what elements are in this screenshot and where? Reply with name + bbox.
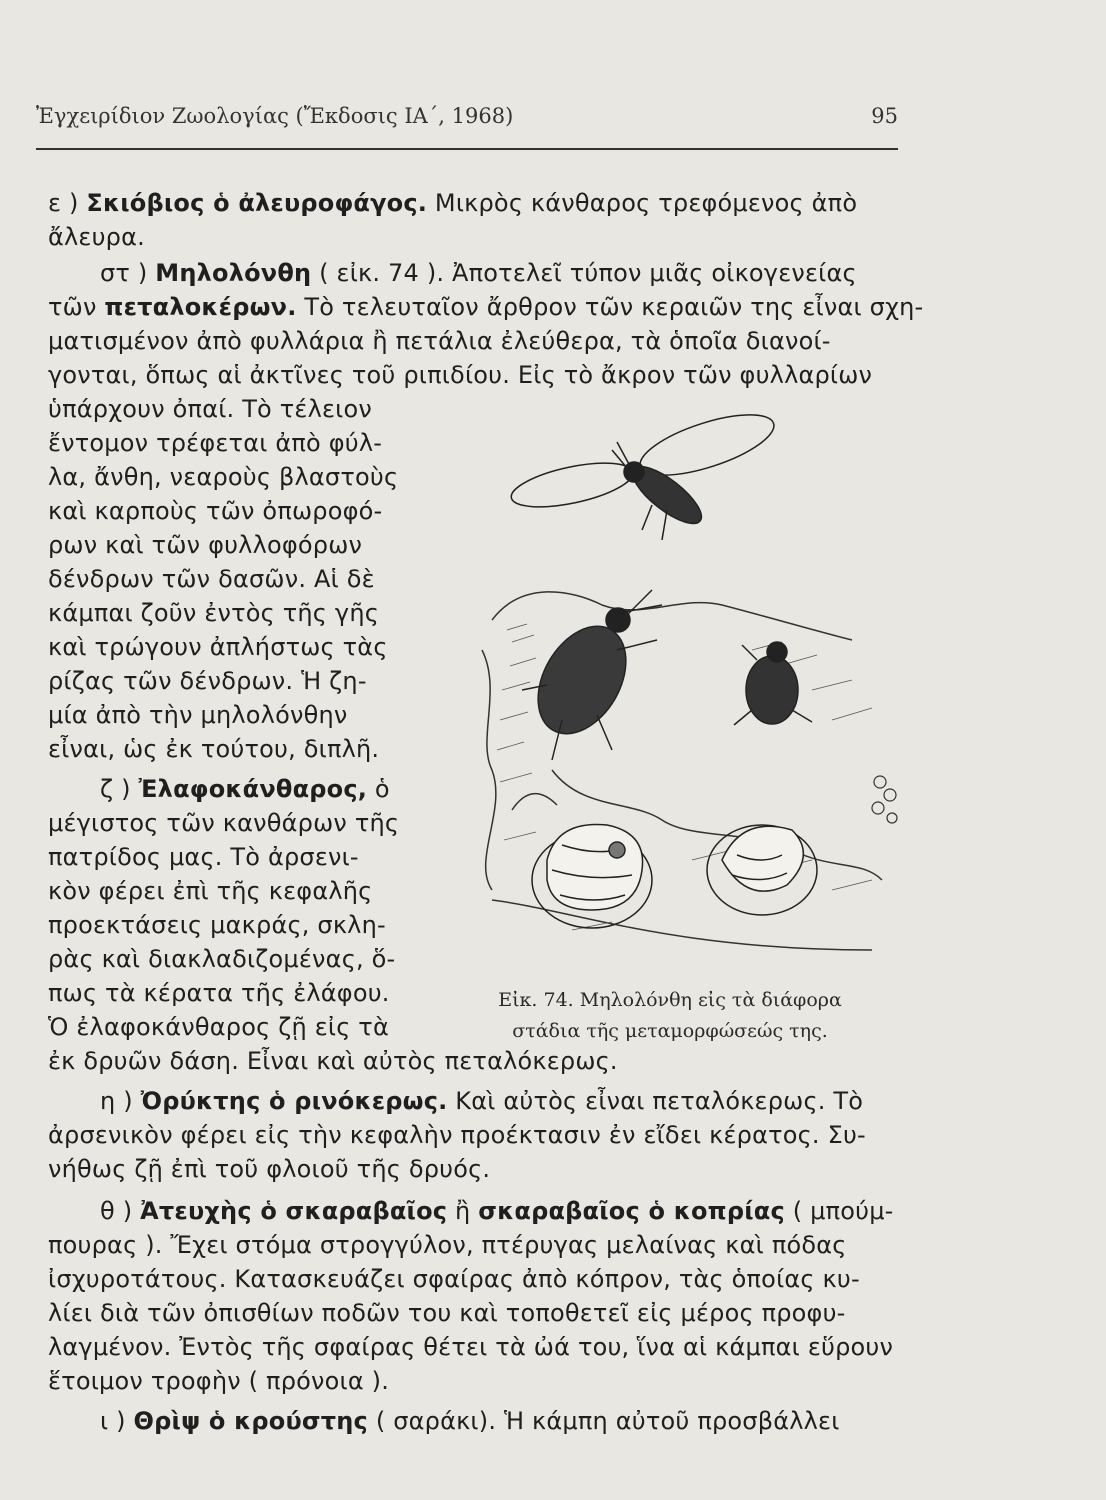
term-petalokeron: πεταλοκέρων.	[104, 293, 297, 321]
term-oryktis: Ὀρύκτης ὁ ρινόκερως.	[140, 1087, 448, 1115]
eggs	[872, 776, 897, 823]
term-skiobios: Σκιόβιος ὁ ἀλευροφάγος.	[86, 189, 428, 217]
paragraph-st-line-5: ὑπάρχουν ὀπαί. Τὸ τέλειον	[48, 395, 372, 423]
paragraph-z-line-2: μέγιστος τῶν κανθάρων τῆς	[48, 809, 400, 837]
figure-74-illustration	[452, 390, 912, 990]
paragraph-z-line-1: ζ ) Ἐλαφοκάνθαρος, ὁ	[100, 775, 390, 803]
paragraph-z-line-7: πως τὰ κέρατα τῆς ἐλάφου.	[48, 979, 390, 1007]
paragraph-st-line-11: κάμπαι ζοῦν ἐντὸς τῆς γῆς	[48, 599, 380, 627]
larva	[532, 824, 652, 928]
pupa	[707, 825, 817, 915]
header-rule	[36, 148, 898, 150]
paragraph-th-line-3: ἰσχυροτάτους. Κατασκευάζει σφαίρας ἀπὸ κόπρον, τὰς ὁποίας κυ-	[48, 1265, 860, 1293]
paragraph-e-line-2: ἄλευρα.	[48, 223, 145, 251]
paragraph-st-line-4: γονται, ὅπως αἱ ἀκτῖνες τοῦ ριπιδίου. Εἰς τὸ ἄκρον τῶν φυλλαρίων	[48, 361, 873, 389]
paragraph-st-line-2: τῶν πεταλοκέρων. Τὸ τελευταῖον ἄρθρον τῶν κεραιῶν της εἶναι σχη-	[48, 293, 924, 321]
paragraph-st-line-6: ἔντομον τρέφεται ἀπὸ φύλ-	[48, 429, 383, 457]
paragraph-th-line-5: λαγμένον. Ἐντὸς τῆς σφαίρας θέτει τὰ ὠά του, ἵνα αἱ κάμπαι εὕρουν	[48, 1333, 894, 1361]
paragraph-st-line-8: καὶ καρποὺς τῶν ὀπωροφό-	[48, 497, 383, 525]
caption-line-2: στάδια τῆς μεταμορφώσεώς της.	[512, 1020, 828, 1042]
paragraph-th-line-4: λίει διὰ τῶν ὀπισθίων ποδῶν του καὶ τοποθετεῖ εἰς μέρος προφυ-	[48, 1299, 846, 1327]
paragraph-z-line-9: ἐκ δρυῶν δάση. Εἶναι καὶ αὐτὸς πεταλόκερως.	[48, 1047, 618, 1075]
paragraph-st-line-14: μία ἀπὸ τὴν μηλολόνθην	[48, 701, 348, 729]
caption-line-1: Εἰκ. 74. Μηλολόνθη εἰς τὰ διάφορα	[498, 989, 842, 1011]
term-melolonthi: Μηλολόνθη	[155, 259, 312, 287]
paragraph-i-line-2: ἀρσενικὸν φέρει εἰς τὴν κεφαλὴν προέκτασιν ἐν εἴδει κέρατος. Συ-	[48, 1121, 866, 1149]
paragraph-st-line-3: ματισμένον ἀπὸ φυλλάρια ἢ πετάλια ἐλεύθερα, τὰ ὁποῖα διανοί-	[48, 327, 831, 355]
paragraph-th-line-1: θ ) Ἀτευχὴς ὁ σκαραβαῖος ἢ σκαραβαῖος ὁ κοπρίας ( μπούμ-	[100, 1197, 894, 1225]
paragraph-st-line-9: ρων καὶ τῶν φυλλοφόρων	[48, 531, 363, 559]
emerging-beetle	[734, 642, 812, 725]
paragraph-st-line-15: εἶναι, ὡς ἐκ τούτου, διπλῆ.	[48, 735, 380, 763]
paragraph-st-line-13: ρίζας τῶν δένδρων. Ἡ ζη-	[48, 667, 367, 695]
paragraph-iota-line-1: ι ) Θρὶψ ὁ κρούστης ( σαράκι). Ἡ κάμπη αὐτοῦ προσβάλλει	[100, 1407, 840, 1435]
running-header	[36, 104, 898, 128]
term-elafokantharos: Ἐλαφοκάνθαρος,	[138, 775, 368, 803]
paragraph-st-line-7: λα, ἄνθη, νεαροὺς βλαστοὺς	[48, 463, 399, 491]
soil-outline	[482, 592, 882, 950]
book-title: Ἐγχειρίδιον Ζωολογίας (Ἔκδοσις ΙΑ΄, 1968)	[36, 104, 514, 128]
figure-caption	[460, 985, 880, 1047]
paragraph-e-line-1: ε ) Σκιόβιος ὁ ἀλευροφάγος. Μικρὸς κάνθαρος τρεφόμενος ἀπὸ	[48, 189, 858, 217]
paragraph-z-line-6: ρὰς καὶ διακλαδιζομένας, ὅ-	[48, 945, 396, 973]
paragraph-z-line-3: πατρίδος μας. Τὸ ἀρσενι-	[48, 843, 359, 871]
flying-beetle	[508, 402, 781, 540]
paragraph-th-line-6: ἕτοιμον τροφὴν ( πρόνοια ).	[48, 1367, 390, 1395]
paragraph-z-line-4: κὸν φέρει ἐπὶ τῆς κεφαλῆς	[48, 877, 373, 905]
paragraph-st-line-1: στ ) Μηλολόνθη ( εἰκ. 74 ). Ἀποτελεῖ τύπον μιᾶς οἰκογενείας	[100, 259, 857, 287]
paragraph-i-line-1: η ) Ὀρύκτης ὁ ρινόκερως. Καὶ αὐτὸς εἶναι πεταλόκερως. Τὸ	[100, 1087, 864, 1115]
paragraph-th-line-2: πουρας ). Ἔχει στόμα στρογγύλον, πτέρυγας μελαίνας καὶ πόδας	[48, 1231, 847, 1259]
paragraph-z-line-8: Ὁ ἐλαφοκάνθαρος ζῇ εἰς τὰ	[48, 1013, 389, 1041]
adult-beetle	[520, 590, 662, 760]
term-ateuchis: Ἀτευχὴς ὁ σκαραβαῖος	[140, 1197, 448, 1225]
page-number: 95	[871, 104, 898, 128]
term-thrips: Θρὶψ ὁ κρούστης	[133, 1407, 368, 1435]
paragraph-z-line-5: προεκτάσεις μακράς, σκλη-	[48, 911, 386, 939]
paragraph-st-line-12: καὶ τρώγουν ἀπλήστως τὰς	[48, 633, 388, 661]
paragraph-st-line-10: δένδρων τῶν δασῶν. Αἱ δὲ	[48, 565, 375, 593]
term-skaravaios-koprias: σκαραβαῖος ὁ κοπρίας	[478, 1197, 785, 1225]
paragraph-i-line-3: νήθως ζῇ ἐπὶ τοῦ φλοιοῦ τῆς δρυός.	[48, 1155, 491, 1183]
